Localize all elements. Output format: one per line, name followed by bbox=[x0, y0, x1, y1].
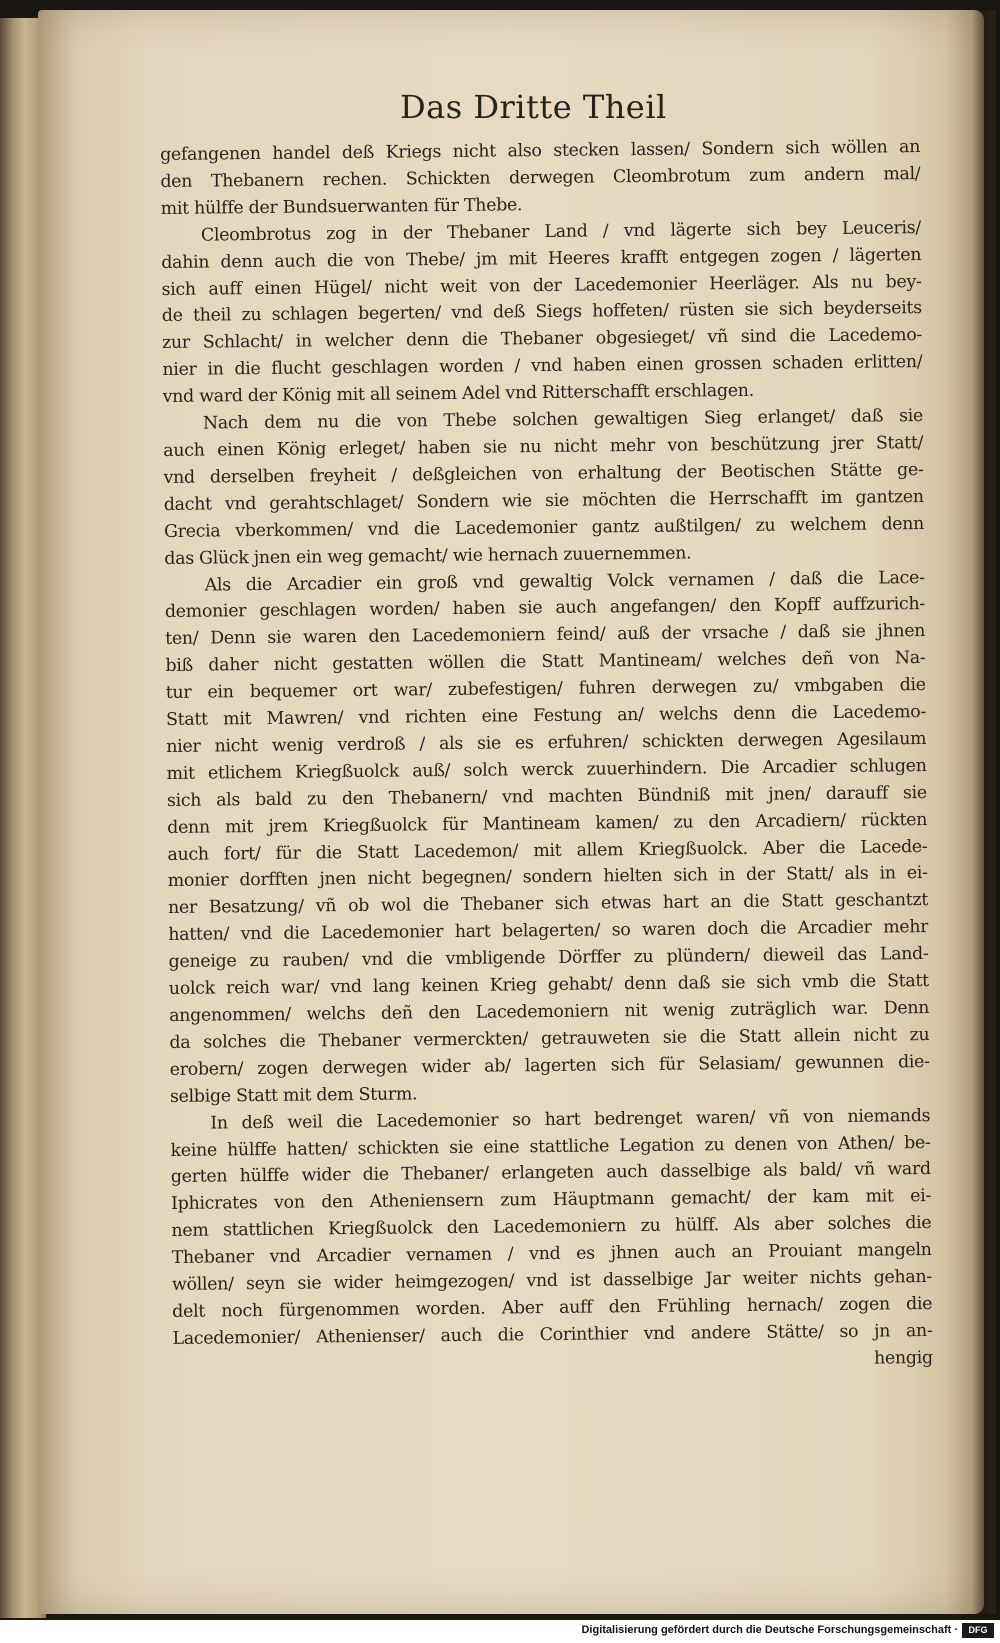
text-line: Cleombrotus zog in der Thebaner Land / vnd lägerte sich bey Leuceris/ bbox=[200, 217, 922, 246]
text-line: dacht vnd gerahtschlaget/ Sondern wie sie möchten die Herrschafft im gantzen bbox=[163, 486, 924, 515]
text-line: zur Schlacht/ in welcher denn die Thebaner obgesieget/ vñ sind die Lacedemo- bbox=[162, 325, 923, 354]
text-line: de theil zu schlagen begerten/ vnd deß Siegs hoffeten/ rüsten sie sich beyderseits bbox=[161, 298, 922, 327]
text-line: erobern/ zogen derwegen wider ab/ lagerten sich für Selasiam/ gewunnen die- bbox=[169, 1051, 930, 1080]
text-line: mit hülffe der Bundsuerwanten für Thebe. bbox=[160, 195, 523, 219]
text-line: geneige zu rauben/ vnd die vmbligende Dörffer zu plündern/ dieweil das Land- bbox=[168, 944, 929, 973]
text-line: denn mit jrem Kriegßuolck für Mantineam kamen/ zu den Arcadiern/ rückten bbox=[167, 809, 928, 838]
text-line: hatten/ vnd die Lacedemonier hart belagerten/ so waren doch die Arcadier mehr bbox=[168, 917, 929, 946]
page-gutter-shadow bbox=[972, 10, 996, 1614]
text-line: auch fort/ für die Statt Lacedemon/ mit allem Kriegßuolck. Aber die Lacede- bbox=[167, 836, 928, 865]
text-line: dahin denn auch die von Thebe/ jm mit Heeres krafft entgegen zogen / lägerten bbox=[161, 244, 922, 273]
text-line: monier dorfften jnen nicht begegnen/ sondern hielten sich in der Statt/ als in ei- bbox=[167, 863, 928, 892]
text-line: gerten hülffe wider die Thebaner/ erlangeten auch dasselbige als bald/ vñ ward bbox=[170, 1159, 931, 1188]
text-line: angenommen/ welchs deñ den Lacedemoniern nit wenig zuträglich war. Denn bbox=[169, 997, 930, 1026]
page-header: Das Dritte Theil bbox=[400, 88, 667, 126]
text-line: ner Besatzung/ vñ ob wol die Thebaner sich etwas hart an die Statt geschantzt bbox=[167, 890, 929, 919]
text-line: keine hülffe hatten/ schickten sie eine stattliche Legation zu denen von Athen/ be- bbox=[170, 1132, 931, 1161]
text-line: vnd ward der König mit all seinem Adel vnd Ritterschafft erschlagen. bbox=[162, 380, 754, 408]
text-line: delt noch fürgenommen worden. Aber auff den Frühling hernach/ zogen die bbox=[172, 1293, 933, 1322]
text-line: sich auff einen Hügel/ nicht weit von der Lacedemonier Heerläger. Als nu bey- bbox=[161, 271, 922, 300]
text-line: wöllen/ seyn sie wider heimgezogen/ vnd ist dasselbige Jar weiter nichts gehan- bbox=[171, 1267, 933, 1295]
text-line: uolck reich war/ vnd lang keinen Krieg gehabt/ denn daß sie sich vmb die Statt bbox=[168, 971, 929, 1000]
text-line: nem stattlichen Kriegßuolck den Lacedemoniern zu hülff. Als aber solches die bbox=[171, 1213, 932, 1242]
footer-bar bbox=[0, 1620, 1000, 1643]
text-line: vnd derselben freyheit / deßgleichen von erhaltung der Beotischen Stätte ge- bbox=[163, 459, 924, 488]
text-line: tur ein bequemer ort war/ zubefestigen/ fuhren derwegen zu/ vmbgaben die bbox=[165, 675, 926, 704]
text-line: mit etlichem Kriegßuolck auß/ solch werck zuuerhindern. Die Arcadier schlugen bbox=[166, 755, 927, 784]
text-line: gefangenen handel deß Kriegs nicht also stecken lassen/ Sondern sich wöllen an bbox=[160, 137, 921, 165]
text-line: auch einen König erleget/ haben sie nu nicht mehr von beschützung jrer Statt/ bbox=[163, 432, 924, 461]
text-line: da solches die Thebaner vermerckten/ getrauweten sie die Statt allein nicht zu bbox=[169, 1024, 930, 1053]
text-line: Iphicrates von den Atheniensern zum Häuptmann gemacht/ der kam mit ei- bbox=[171, 1186, 932, 1215]
text-line: sich als bald zu den Thebanern/ vnd machten Bündniß mit jnen/ darauff sie bbox=[166, 782, 927, 811]
text-line: Nach dem nu die von Thebe solchen gewaltigen Sieg erlanget/ daß sie bbox=[202, 406, 924, 434]
text-line: nier nicht wenig verdroß / als sie es erfuhren/ schickten derwegen Agesilaum bbox=[166, 728, 927, 757]
funding-notice: Digitalisierung gefördert durch die Deutsche Forschungsgemeinschaft · bbox=[581, 1624, 958, 1636]
text-line: Lacedemonier/ Athenienser/ auch die Corinthier vnd andere Stätte/ so jn an- bbox=[172, 1320, 933, 1349]
text-line: hengig bbox=[873, 1347, 933, 1369]
dfg-logo: DFG bbox=[962, 1623, 994, 1638]
text-line: biß daher nicht gestatten wöllen die Statt Mantineam/ welches deñ von Na- bbox=[165, 648, 926, 677]
text-line: Grecia vberkommen/ vnd die Lacedemonier gantz außtilgen/ zu welchem denn bbox=[163, 513, 925, 542]
body-text bbox=[160, 134, 933, 1380]
text-line: Thebaner vnd Arcadier vernamen / vnd es jhnen auch an Prouiant mangeln bbox=[171, 1240, 932, 1269]
text-line: In deß weil die Lacedemonier so hart bedrenget waren/ vñ von niemands bbox=[210, 1105, 931, 1134]
text-line: den Thebanern rechen. Schickten derwegen Cleombrotum zum andern mal/ bbox=[160, 163, 921, 192]
text-line: Als die Arcadier ein groß vnd gewaltig Volck vernamen / daß die Lace- bbox=[204, 567, 925, 596]
text-line: ten/ Denn sie waren den Lacedemoniern feind/ auß der vrsache / daß sie jhnen bbox=[165, 621, 926, 650]
text-line: selbige Statt mit dem Sturm. bbox=[169, 1084, 418, 1107]
text-line: das Glück jnen ein weg gemacht/ wie hernach zuuernemmen. bbox=[164, 543, 692, 569]
text-line: nier in die flucht geschlagen worden / vnd haben einen grossen schaden erlitten/ bbox=[162, 352, 923, 381]
text-line: Statt mit Mawren/ vnd richten eine Festung an/ welchs denn die Lacedemo- bbox=[165, 702, 927, 730]
text-line: demonier geschlagen worden/ haben sie auch angefangen/ den Kopff auffzurich- bbox=[164, 594, 925, 623]
